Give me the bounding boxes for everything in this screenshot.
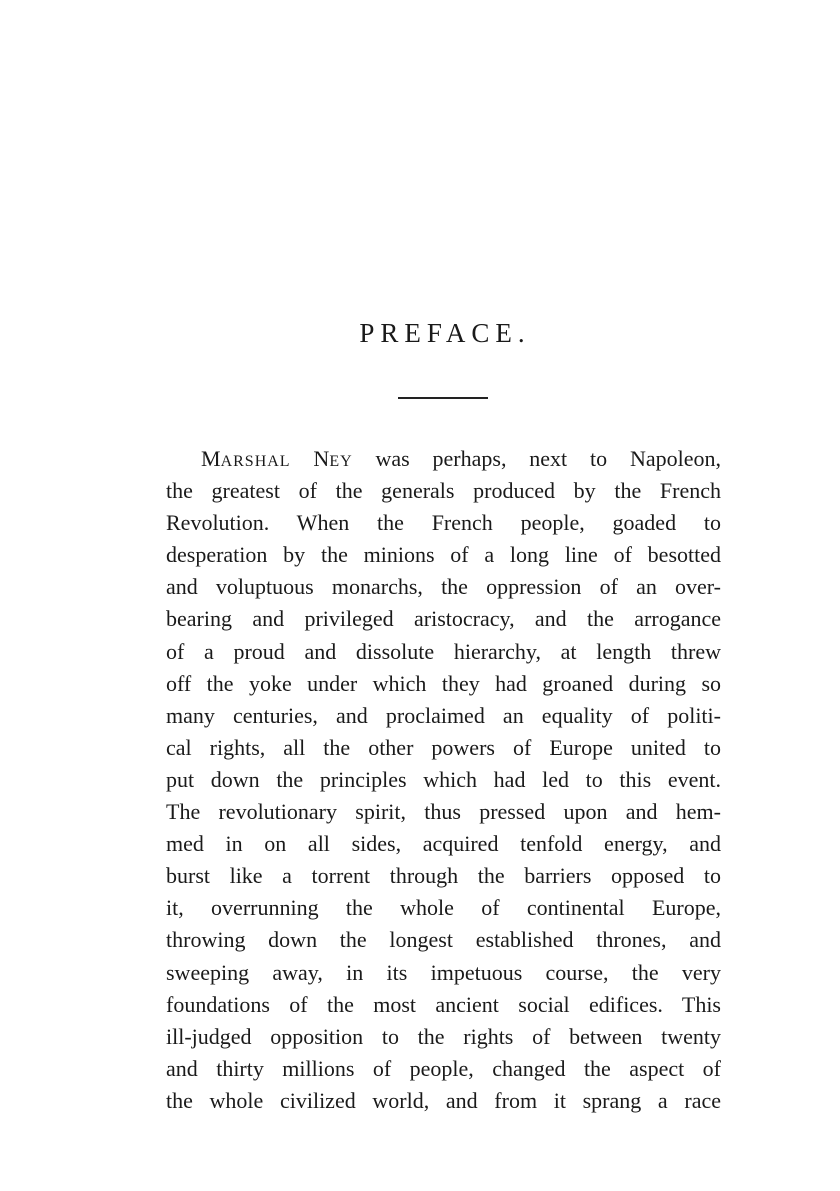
text-line bbox=[166, 443, 721, 475]
text-line: burst like a torrent through the barriers opposed to bbox=[166, 863, 721, 889]
text-line: and thirty millions of people, changed the aspect of bbox=[166, 1055, 721, 1081]
text-line: sweeping away, in its impetuous course, the very bbox=[166, 959, 721, 985]
name-initial: M bbox=[201, 446, 221, 471]
text-line: bearing and privileged aristocracy, and the arrogance bbox=[166, 606, 721, 632]
text-line: and voluptuous monarchs, the oppression of an over- bbox=[166, 574, 721, 600]
text-line: Revolution. When the French people, goaded to bbox=[166, 510, 721, 536]
name-initial: N bbox=[313, 446, 330, 471]
text-line: off the yoke under which they had groaned during so bbox=[166, 670, 721, 696]
text-line: cal rights, all the other powers of Europe united to bbox=[166, 734, 721, 760]
name-smallcaps: EY bbox=[329, 453, 353, 470]
text-line: ill-judged opposition to the rights of between twenty bbox=[166, 1023, 721, 1049]
text-line: put down the principles which had led to this event. bbox=[166, 766, 721, 792]
text-line: throwing down the longest established thrones, and bbox=[166, 927, 721, 953]
text-line: desperation by the minions of a long line of besotted bbox=[166, 542, 721, 568]
text-line: it, overrunning the whole of continental Europe, bbox=[166, 895, 721, 921]
first-line-text: was perhaps, next to Napoleon, bbox=[375, 446, 721, 471]
text-line: med in on all sides, acquired tenfold energy, and bbox=[166, 831, 721, 857]
page-title: PREFACE. bbox=[359, 318, 531, 348]
name-smallcaps: ARSHAL bbox=[220, 453, 291, 470]
title-rule bbox=[398, 397, 488, 399]
text-line: the whole civilized world, and from it sprang a race bbox=[166, 1087, 721, 1113]
text-line: The revolutionary spirit, thus pressed upon and hem- bbox=[166, 799, 721, 825]
preface-body bbox=[166, 443, 721, 1117]
text-line: of a proud and dissolute hierarchy, at length threw bbox=[166, 638, 721, 664]
text-line: the greatest of the generals produced by the French bbox=[166, 478, 721, 504]
text-line: foundations of the most ancient social edifices. This bbox=[166, 991, 721, 1017]
text-line: many centuries, and proclaimed an equality of politi- bbox=[166, 702, 721, 728]
